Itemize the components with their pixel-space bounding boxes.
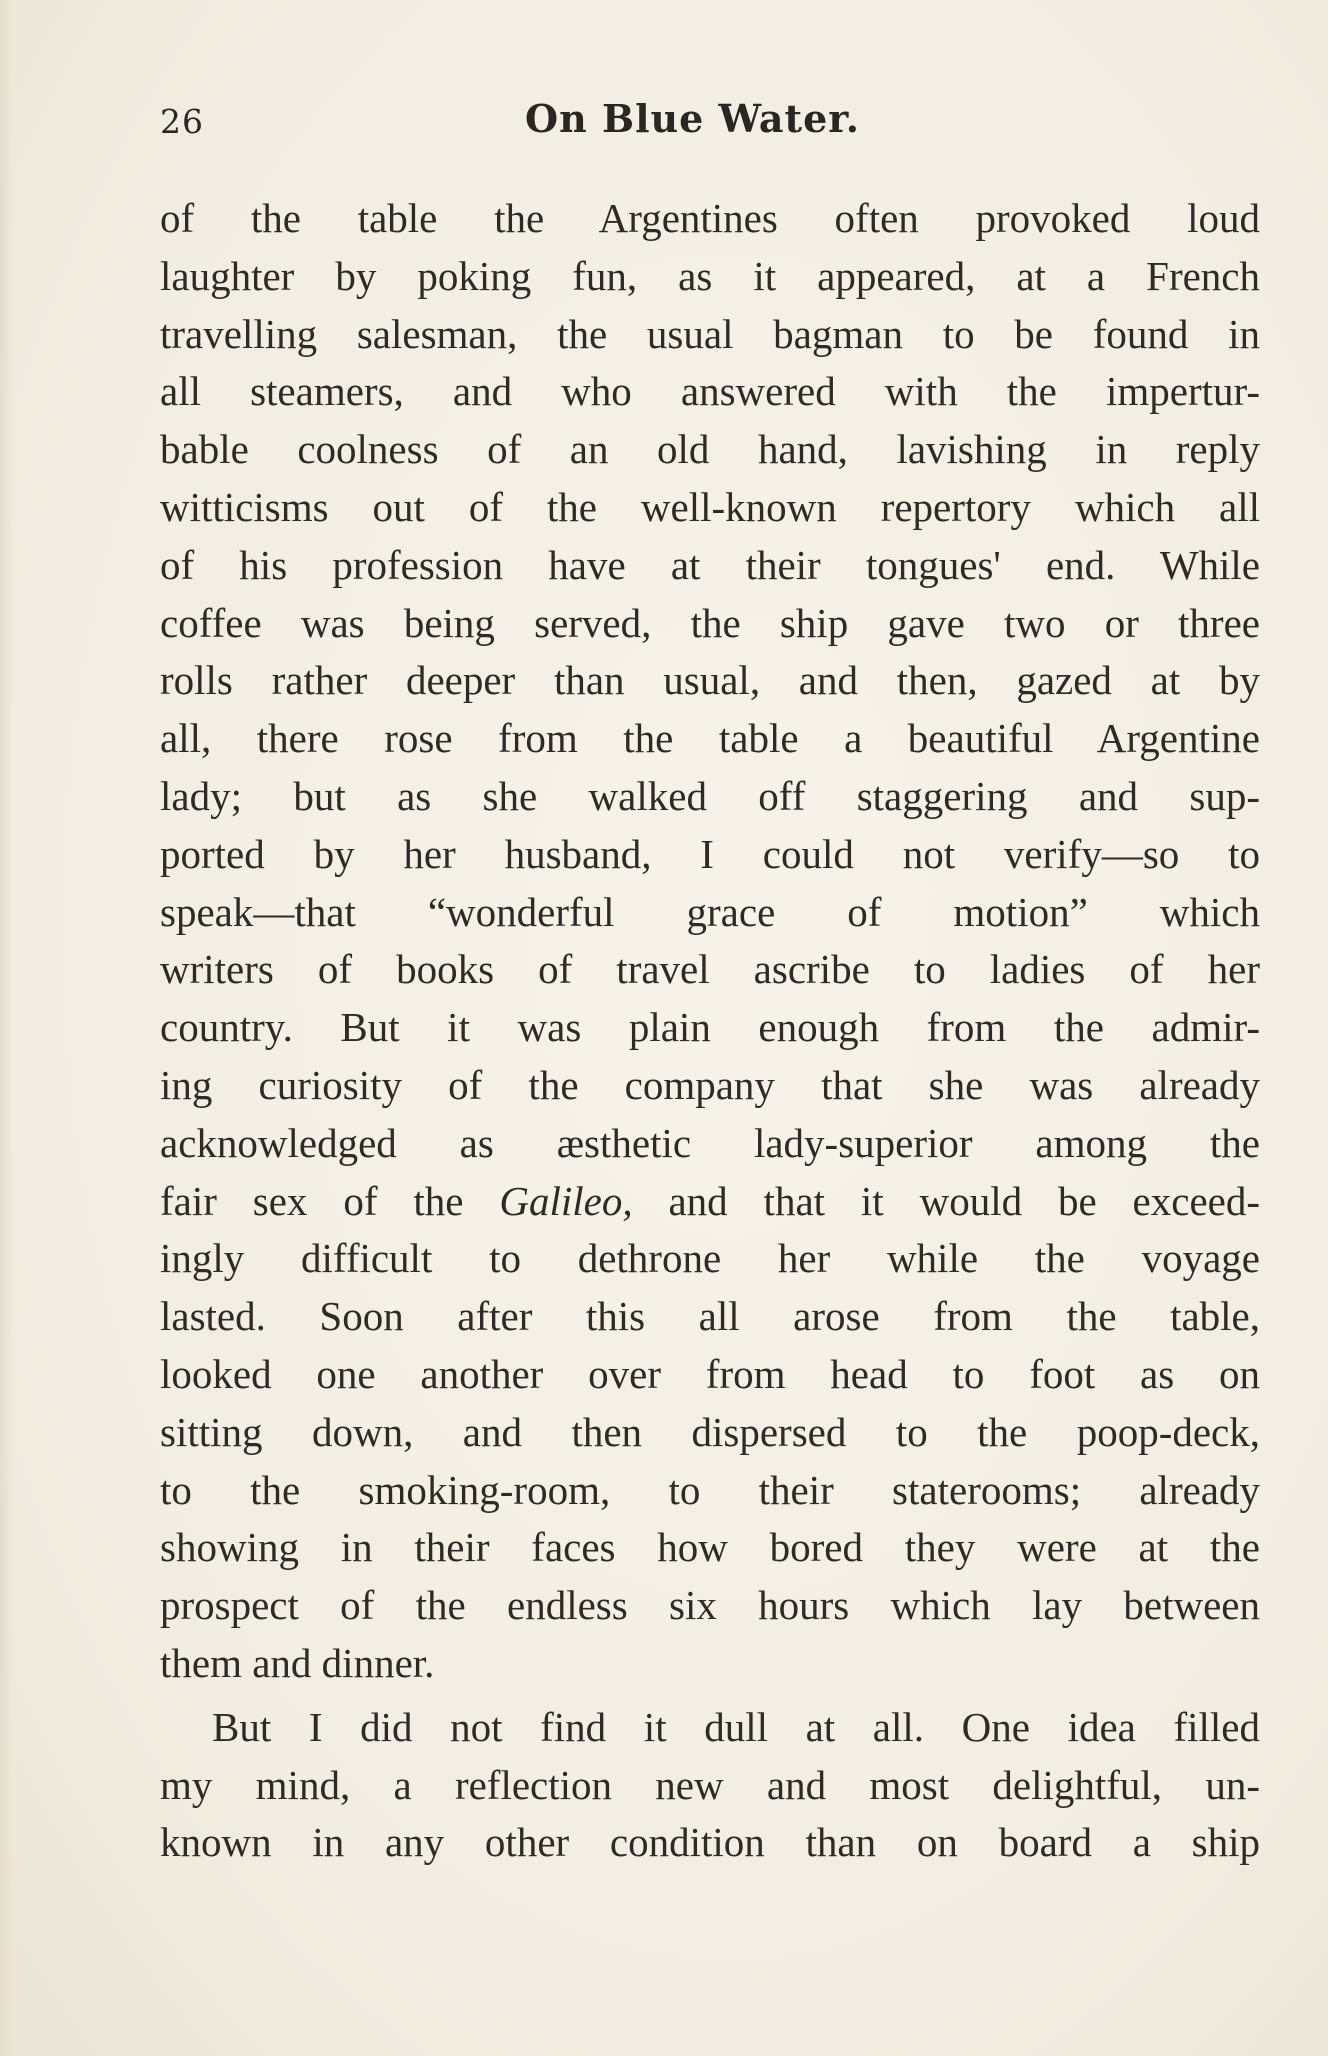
text-line-paragraph-end: them and dinner. bbox=[160, 1639, 435, 1686]
body-text bbox=[160, 190, 1260, 1872]
text-line: all steamers, and who answered with the impertur- bbox=[160, 368, 1260, 415]
text-line: ing curiosity of the company that she was already bbox=[160, 1061, 1260, 1108]
text-line: acknowledged as æsthetic lady-superior among the bbox=[160, 1119, 1260, 1166]
text-line: to the smoking-room, to their staterooms; already bbox=[160, 1466, 1260, 1513]
text-line: sitting down, and then dispersed to the poop-deck, bbox=[160, 1408, 1260, 1455]
running-title: On Blue Water. bbox=[525, 96, 861, 141]
text-line: laughter by poking fun, as it appeared, at a French bbox=[160, 252, 1260, 299]
text-line: speak—that “wonderful grace of motion” which bbox=[160, 888, 1260, 935]
text-line: my mind, a reflection new and most delightful, un- bbox=[160, 1761, 1260, 1808]
text-line: witticisms out of the well-known repertory which all bbox=[160, 483, 1260, 530]
text-line-galileo bbox=[160, 1173, 1260, 1231]
text-line: rolls rather deeper than usual, and then, gazed at by bbox=[160, 657, 1260, 704]
text-line: lasted. Soon after this all arose from the table, bbox=[160, 1293, 1260, 1340]
text-line: writers of books of travel ascribe to ladies of her bbox=[160, 946, 1260, 993]
ship-name-italic: Galileo, bbox=[499, 1177, 633, 1224]
page-header bbox=[160, 96, 1260, 156]
text-line: of the table the Argentines often provoked loud bbox=[160, 195, 1260, 241]
text-line: bable coolness of an old hand, lavishing in reply bbox=[160, 426, 1260, 473]
text-line: of his profession have at their tongues' end. While bbox=[160, 541, 1260, 588]
text-line: known in any other condition than on board a ship bbox=[160, 1819, 1260, 1866]
text-line: travelling salesman, the usual bagman to be found in bbox=[160, 310, 1260, 357]
text-line: looked one another over from head to foot as on bbox=[160, 1350, 1260, 1397]
text-line: coffee was being served, the ship gave two or three bbox=[160, 599, 1260, 646]
text-line: ingly difficult to dethrone her while the voyage bbox=[160, 1235, 1260, 1282]
text-line: all, there rose from the table a beautiful Argentine bbox=[160, 715, 1260, 762]
text-line: showing in their faces how bored they were at the bbox=[160, 1524, 1260, 1571]
text-line: country. But it was plain enough from the admir- bbox=[160, 1004, 1260, 1051]
gutter-shadow bbox=[0, 0, 14, 2056]
line-text-before: fair sex of the bbox=[160, 1177, 500, 1224]
text-line: lady; but as she walked off staggering and sup- bbox=[160, 772, 1260, 819]
line-text-after: and that it would be exceed- bbox=[632, 1177, 1260, 1224]
page-number: 26 bbox=[160, 102, 204, 141]
text-line-paragraph-start: But I did not find it dull at all. One idea filled bbox=[212, 1703, 1260, 1750]
text-line: ported by her husband, I could not verify—so to bbox=[160, 830, 1260, 877]
text-line: prospect of the endless six hours which lay between bbox=[160, 1582, 1260, 1629]
